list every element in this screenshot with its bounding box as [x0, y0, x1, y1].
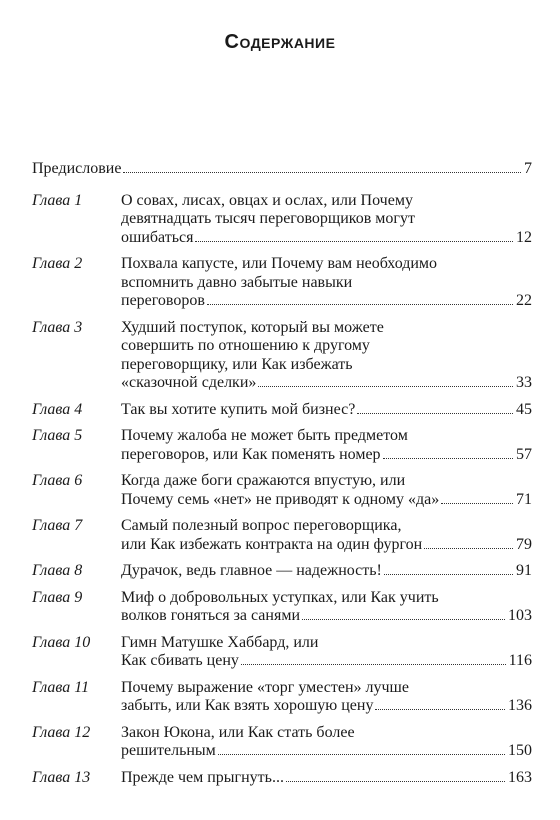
entry-title-line: «сказочной сделки»: [121, 374, 257, 391]
dot-leader: [357, 412, 513, 414]
entry-title-line: Похвала капусте, или Почему вам необходимо: [121, 255, 438, 272]
toc-entry-chapter[interactable]: [32, 634, 532, 671]
entry-title-line: волков гоняться за санями: [121, 607, 300, 624]
dot-leader: [258, 385, 513, 387]
page-number: 22: [516, 292, 532, 309]
entry-title-line: Миф о добровольных уступках, или Как учить: [121, 588, 439, 606]
chapter-label: Глава 4: [32, 400, 83, 418]
entry-title-line: переговорщику, или Как избежать: [121, 355, 353, 373]
page-number: 116: [508, 652, 532, 669]
entry-title-line: Почему семь «нет» не приводят к одному «да»: [121, 490, 440, 508]
dot-leader: [383, 457, 513, 459]
chapter-label: Глава 1: [32, 191, 83, 209]
entry-title-line: забыть, или Как взять хорошую цену: [121, 697, 374, 714]
entry-title-line: О совах, лисах, овцах и ослах, или Почему: [121, 191, 413, 209]
toc-entry-chapter[interactable]: [32, 724, 532, 761]
chapter-label: Глава 8: [32, 562, 83, 579]
entry-title-line: вспомнить давно забытые навыки: [121, 273, 353, 291]
page-number: 7: [524, 160, 532, 177]
toc-entry-chapter[interactable]: [32, 401, 532, 420]
toc-entry-preface[interactable]: [32, 160, 532, 179]
entry-title-line: Так вы хотите купить мой бизнес?: [121, 400, 356, 418]
dot-leader: [195, 240, 513, 242]
entry-title-line: девятнадцать тысяч переговорщиков могут: [121, 210, 415, 227]
entry-title-line: Закон Юкона, или Как стать более: [121, 723, 355, 741]
page-number: 33: [516, 374, 532, 391]
entry-title-line: Почему жалоба не может быть предметом: [121, 427, 408, 444]
toc-entry-chapter[interactable]: [32, 679, 532, 716]
chapter-label: Глава 11: [32, 678, 90, 696]
page-number: 150: [508, 742, 532, 759]
dot-leader: [218, 753, 505, 755]
page-title: Содержание: [224, 31, 336, 53]
entry-title-line: Худший поступок, который вы можете: [121, 318, 384, 336]
entry-title-line: Прежде чем прыгнуть...: [121, 768, 284, 786]
table-of-contents: [32, 160, 532, 787]
dot-leader: [441, 502, 513, 504]
page-number: 45: [516, 400, 532, 418]
toc-entry-chapter[interactable]: [32, 472, 532, 509]
toc-entry-chapter[interactable]: [32, 427, 532, 464]
toc-entry-chapter[interactable]: [32, 319, 532, 393]
page-number: 79: [516, 535, 532, 553]
dot-leader: [384, 573, 513, 575]
dot-leader: [286, 780, 505, 782]
chapter-label: Глава 2: [32, 255, 83, 272]
page-number: 12: [516, 228, 532, 246]
entry-title-line: решительным: [121, 742, 216, 759]
entry-title-line: Когда даже боги сражаются впустую, или: [121, 472, 406, 489]
entry-title-line: переговоров: [121, 292, 205, 309]
chapter-label: Глава 7: [32, 517, 83, 534]
entry-title-line: ошибаться: [121, 228, 194, 246]
entry-title-line: Самый полезный вопрос переговорщика,: [121, 517, 402, 534]
page-number: 136: [508, 697, 532, 714]
chapter-label: Глава 3: [32, 318, 83, 336]
chapter-label: Глава 12: [32, 723, 91, 741]
entry-title-line: Дурачок, ведь главное — надежность!: [121, 562, 382, 579]
toc-entry-chapter[interactable]: [32, 192, 532, 248]
toc-entry-chapter[interactable]: [32, 517, 532, 554]
entry-title-line: Гимн Матушке Хаббард, или: [121, 633, 319, 651]
chapter-label: Глава 5: [32, 427, 83, 444]
dot-leader: [375, 708, 505, 710]
dot-leader: [302, 618, 505, 620]
entry-title: Предисловие: [32, 160, 122, 177]
chapter-label: Глава 10: [32, 633, 91, 651]
page-number: 57: [516, 445, 532, 463]
dot-leader: [207, 303, 513, 305]
toc-entry-chapter[interactable]: [32, 769, 532, 788]
chapter-label: Глава 9: [32, 588, 83, 606]
chapter-list: [32, 192, 532, 788]
entry-title-line: или Как избежать контракта на один фургон: [121, 535, 423, 553]
chapter-label: Глава 6: [32, 472, 83, 489]
page-number: 71: [516, 490, 532, 508]
page-number: 163: [508, 768, 532, 786]
toc-entry-chapter[interactable]: [32, 562, 532, 581]
entry-title-line: Как сбивать цену: [121, 652, 239, 669]
dot-leader: [424, 547, 513, 549]
entry-title-line: Почему выражение «торг уместен» лучше: [121, 678, 409, 696]
entry-title-line: переговоров, или Как поменять номер: [121, 445, 381, 463]
chapter-label: Глава 13: [32, 768, 91, 786]
page-number: 103: [508, 607, 532, 624]
toc-entry-chapter[interactable]: [32, 255, 532, 311]
toc-entry-chapter[interactable]: [32, 589, 532, 626]
dot-leader: [241, 663, 506, 665]
page-number: 91: [516, 562, 532, 579]
dot-leader: [123, 171, 521, 173]
entry-title-line: совершить по отношению к другому: [121, 337, 370, 354]
